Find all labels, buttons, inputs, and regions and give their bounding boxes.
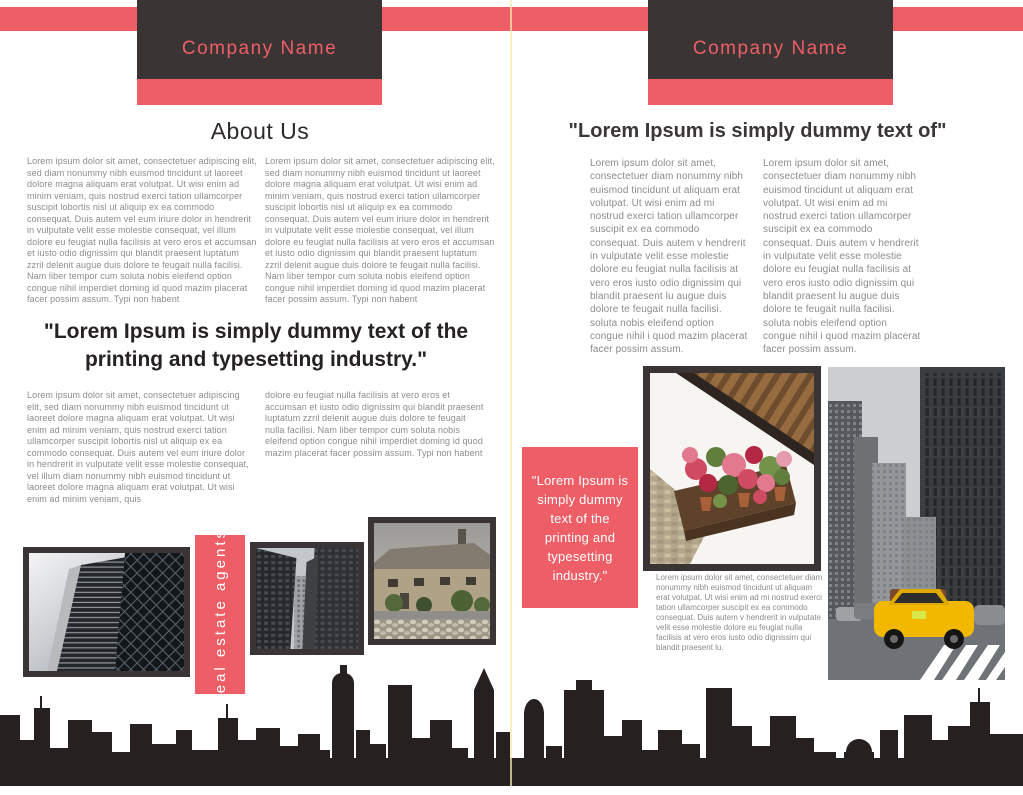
yellow-taxi-street-photo: [828, 367, 1005, 680]
body-column-2: dolore eu feugiat nulla facilisis at vero eros et accumsan et iusto odio dignissim qui blandit praesent luptatum zzril delenit augue duis dolore te feugait nulla facilisi. Nam liber tempor cum soluta nobis eleifend option congue nihil imperdiet doming id quod mazim placerat facer possim assum. Typi non habent: [265, 390, 484, 458]
photo-caption: Lorem ipsum dolor sit amet, consectetuer diam nonummy nibh euismod tincidunt ut aliquam erat volutpat. Ut wisi enim ad mi nostrud exerci tation ullamcorper suscipit ex ea commodo consequat. Duis autem v hendrerit in vulputate velit esse molestie dolore eu feugiat nulla facilisis at vero eros iusto odio dignissim qui blandit praesent lu.: [656, 573, 823, 652]
flower-balcony-photo-illustration: [650, 373, 814, 564]
city-buildings-photo-illustration: [256, 548, 358, 649]
stone-cottage-photo: [368, 517, 496, 645]
flower-balcony-photo: [643, 366, 821, 571]
company-name-left: Company Name: [181, 37, 338, 59]
right-column-2: Lorem ipsum dolor sit amet, consectetuer diam nonummy nibh euismod tincidunt ut aliquam erat volutpat. Ut wisi enim ad mi nostrud exerci tation ullamcorper suscipit ex ea commodo consequat. Duis autem v hendrerit in vulputate velit esse molestie dolore eu feugiat nulla facilisis at vero eros iusto odio dignissim qui blandit praesent lu augue duis dolore te feugait nulla facilisi. soluta nobis eleifend option congue nihil i quod mazim placerat facer possim assum.: [763, 158, 921, 356]
skyscraper-photo-illustration: [29, 553, 184, 671]
quote-heading-right: "Lorem Ipsum is simply dummy text of": [568, 120, 947, 142]
body-column-1: Lorem ipsum dolor sit amet, consectetuer adipiscing elit, sed diam nonummy nibh euismod tincidunt ut laoreet dolore magna aliquam erat volutpat. Ut wisi enim ad minim veniam, quis nostrud exerci tation ullamcorper suscipit lobortis nisl ut aliquip ex ea commodo consequat. Duis autem vel eum iriure dolor in hendrerit in vulputate velit esse molestie consequat, vel illum diam nonummy nibh euismod tincidunt ut laoreet dolore magna aliquam erat volutpat. Ut wisi enim ad minim veniam, quis: [27, 390, 249, 504]
city-buildings-photo: [250, 542, 364, 655]
right-column-1: Lorem ipsum dolor sit amet, consectetuer diam nonummy nibh euismod tincidunt ut aliquam erat volutpat. Ut wisi enim ad mi nostrud exerci tation ullamcorper suscipit ex ea commodo consequat. Duis autem v hendrerit in vulputate velit esse molestie dolore eu feugiat nulla facilisis at vero eros iusto odio dignissim qui blandit praesent lu augue duis dolore te feugait nulla facilisi. soluta nobis eleifend option congue nihil i quod mazim placerat facer possim assum.: [590, 158, 748, 356]
about-column-2: Lorem ipsum dolor sit amet, consectetuer adipiscing elit, sed diam nonummy nibh euismod tincidunt ut laoreet dolore magna aliquam erat volutpat. Ut wisi enim ad minim veniam, quis nostrud exerci tation ullamcorper suscipit lobortis nisl ut aliquip ex ea commodo consequat. Duis autem vel eum iriure dolor in hendrerit in vulputate velit esse molestie consequat, vel illum dolore eu feugiat nulla facilisis at vero eros et accumsan et iusto odio dignissim qui blandit praesent luptatum zzril delenit augue duis dolore te feugait nulla facilisi. Nam liber tempor cum soluta nobis eleifend option congue nihil imperdiet doming id quod mazim placerat facer possim assum. Typi non habent: [265, 156, 495, 304]
company-name-right: Company Name: [692, 37, 849, 59]
company-name-underbar-right: [648, 79, 893, 105]
quote-box-text: "Lorem Ipsum is simply dummy text of the printing and typesetting industry.": [531, 472, 629, 583]
yellow-taxi-street-photo-illustration: [828, 367, 1005, 680]
page-fold-line: [510, 0, 512, 786]
skyscraper-photo: [23, 547, 190, 677]
about-column-1: Lorem ipsum dolor sit amet, consectetuer adipiscing elit, sed diam nonummy nibh euismod tincidunt ut laoreet dolore magna aliquam erat volutpat. Ut wisi enim ad minim veniam, quis nostrud exerci tation ullamcorper suscipit lobortis nisl ut aliquip ex ea commodo consequat. Duis autem vel eum iriure dolor in hendrerit in vulputate velit esse molestie consequat, vel illum dolore eu feugiat nulla facilisis at vero eros et accumsan et iusto odio dignissim qui blandit praesent luptatum zzril delenit augue duis dolore te feugait nulla facilisi. Nam liber tempor cum soluta nobis eleifend option congue nihil imperdiet doming id quod mazim placerat facer possim assum. Typi non habent: [27, 156, 257, 304]
about-us-heading: About Us: [210, 118, 310, 144]
company-name-box-left: [137, 0, 382, 79]
company-name-underbar-left: [137, 79, 382, 105]
banner-label: real estate agents: [211, 527, 229, 702]
quote-box: [522, 447, 638, 608]
stone-cottage-photo-illustration: [374, 523, 490, 639]
quote-heading-left: "Lorem Ipsum is simply dummy text of the printing and typesetting industry.": [43, 320, 469, 371]
company-name-box-right: [648, 0, 893, 79]
